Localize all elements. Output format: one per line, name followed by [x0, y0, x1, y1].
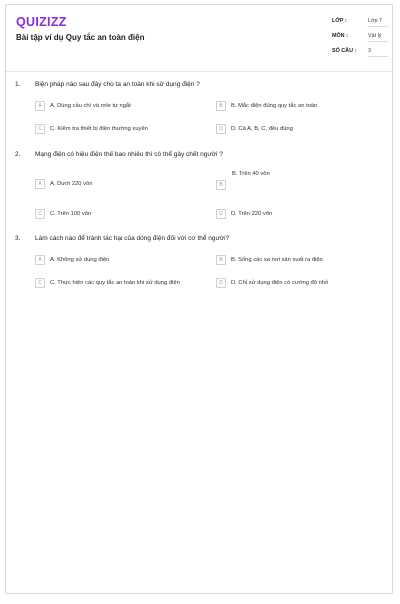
meta-label: SỐ CÂU :: [332, 48, 357, 54]
option-c[interactable]: [35, 278, 180, 288]
option-letter-box: B: [216, 255, 226, 265]
meta-value: Lớp 7: [368, 18, 388, 27]
option-text: C. Trên 100 vôn: [50, 211, 92, 217]
option-text: D. Chỉ sử dụng điện có cường độ nhỏ: [231, 280, 329, 286]
meta-row-question-count: [332, 47, 388, 62]
meta-row-class: [332, 17, 388, 32]
option-text: B. Mắc điện đúng quy tắc an toàn: [231, 103, 318, 109]
question-text: Mạng điện có hiệu điện thế bao nhiêu thì có thể gây chết người ?: [35, 151, 223, 158]
option-letter-box: D: [216, 124, 226, 134]
option-c[interactable]: [35, 209, 91, 219]
option-b-text-above: B. Trên 40 vôn: [232, 171, 270, 177]
question-number: 1.: [15, 81, 21, 88]
meta-label: MÔN :: [332, 33, 348, 39]
quizizz-logo: QUIZIZZ: [16, 15, 67, 29]
option-letter-box: A: [35, 255, 45, 265]
option-letter-box: D: [216, 278, 226, 288]
option-letter-box: A: [35, 101, 45, 111]
worksheet: [5, 4, 393, 594]
option-b[interactable]: [216, 180, 231, 190]
option-b[interactable]: [216, 255, 323, 265]
meta-value: Vật lý: [368, 33, 388, 42]
option-c[interactable]: [35, 124, 148, 134]
option-text: C. Kiểm tra thiết bị điện thường xuyên: [50, 126, 148, 132]
option-a[interactable]: [35, 255, 109, 265]
question-number: 3.: [15, 235, 21, 242]
option-d[interactable]: [216, 209, 272, 219]
option-text: C. Thực hiện các quy tắc an toàn khi sử dụng điện: [50, 280, 180, 286]
option-letter-box: D: [216, 209, 226, 219]
option-letter-box: C: [35, 278, 45, 288]
option-letter-box: B: [216, 101, 226, 111]
option-a[interactable]: [35, 179, 92, 189]
option-letter-box: B: [216, 180, 226, 190]
option-text: D. Cả A, B, C, đều đúng: [231, 126, 293, 132]
worksheet-meta: [332, 17, 388, 62]
meta-label: LỚP :: [332, 18, 347, 24]
option-a[interactable]: [35, 101, 131, 111]
option-text: B. Sống các xa nơi sản xuất ra điện: [231, 257, 323, 263]
worksheet-title: Bài tập ví dụ Quy tắc an toàn điện: [16, 33, 145, 42]
option-letter-box: C: [35, 124, 45, 134]
option-d[interactable]: [216, 124, 293, 134]
question-text: Biện pháp nào sau đây cho ta an toàn khi sử dụng điện ?: [35, 81, 200, 88]
option-letter-box: C: [35, 209, 45, 219]
option-letter-box: A: [35, 179, 45, 189]
option-text: A. Dùng cầu chì và rơle tự ngắt: [50, 103, 131, 109]
worksheet-header: [6, 5, 392, 72]
option-text: A. Không sử dụng điện: [50, 257, 110, 263]
question-number: 2.: [15, 151, 21, 158]
option-text: D. Trên 220 vôn: [231, 211, 273, 217]
option-d[interactable]: [216, 278, 328, 288]
meta-row-subject: [332, 32, 388, 47]
option-b[interactable]: [216, 101, 317, 111]
option-text: A. Dưới 220 vôn: [50, 181, 93, 187]
question-text: Làm cách nào để tránh tác hại của dòng điện đối với cơ thể người?: [35, 235, 230, 242]
meta-value: 3: [368, 48, 388, 57]
